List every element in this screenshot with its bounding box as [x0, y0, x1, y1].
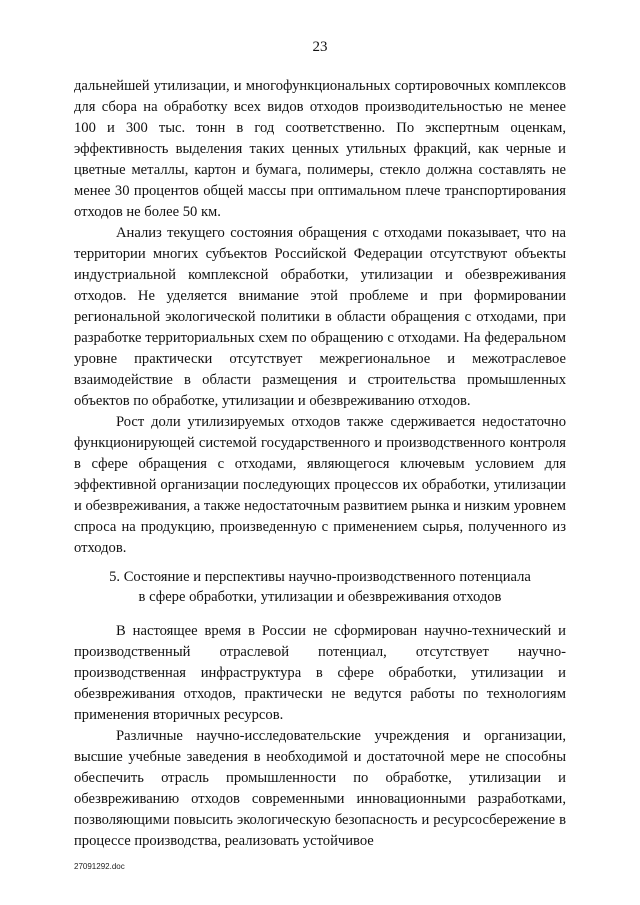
- paragraph-continuation: дальнейшей утилизации, и многофункциональных сортировочных комплексов для сбора на обработку всех видов отходов производительностью не менее 100 и 300 тыс. тонн в год соответственно. По экспертным оценкам, эффективность выделения таких ценных утильных фракций, как черные и цветные металлы, картон и бумага, полимеры, стекло должна составлять не менее 30 процентов общей массы при оптимальном плече транспортирования отходов не более 50 км.: [74, 78, 566, 220]
- section-heading: [74, 567, 566, 607]
- paragraph-institutions: Различные научно-исследовательские учреждения и организации, высшие учебные заведения в необходимой и достаточной мере не способны обеспечить отрасль промышленности по обработке, утилизации и обезвреживанию отходов современными инновационными разработками, позволяющими повысить экологическую безопасность и ресурсосбережение в процессе производства, реализовать устойчивое: [74, 728, 566, 849]
- body-text-top: [74, 76, 566, 559]
- page-number: 23: [312, 39, 328, 55]
- section-heading-line-1: 5. Состояние и перспективы научно-производственного потенциала: [109, 569, 531, 585]
- body-text-bottom: [74, 621, 566, 852]
- paragraph-growth: Рост доли утилизируемых отходов также сдерживается недостаточно функционирующей системой государственного и производственного контроля в сфере обращения с отходами, являющегося ключевым условием для эффективной организации последующих процессов их обработки, утилизации и обезвреживания, а также недостаточным развитием рынка и низким уровнем спроса на продукцию, произведенную с применением сырья, полученного из отходов.: [74, 414, 566, 556]
- paragraph-current-state: В настоящее время в России не сформирован научно-технический и производственный отраслевой потенциал, отсутствует научно-производственная инфраструктура в сфере обработки, утилизации и обезвреживания отходов, практически не ведутся работы по технологиям применения вторичных ресурсов.: [74, 623, 566, 723]
- document-footer-filename: 27091292.doc: [74, 862, 125, 871]
- paragraph-analysis: Анализ текущего состояния обращения с отходами показывает, что на территории многих субъектов Российской Федерации отсутствуют объекты индустриальной комплексной обработки, утилизации и обезвреживания отходов. Не уделяется внимание этой проблеме и при формировании региональной экологической политики в области обращения с отходами, при разработке территориальных схем по обращению с отходами. На федеральном уровне практически отсутствует межрегиональное и межотраслевое взаимодействие в области размещения и строительства промышленных объектов по обработке, утилизации и обезвреживанию отходов.: [74, 225, 566, 409]
- section-heading-line-2: в сфере обработки, утилизации и обезвреживания отходов: [138, 589, 502, 605]
